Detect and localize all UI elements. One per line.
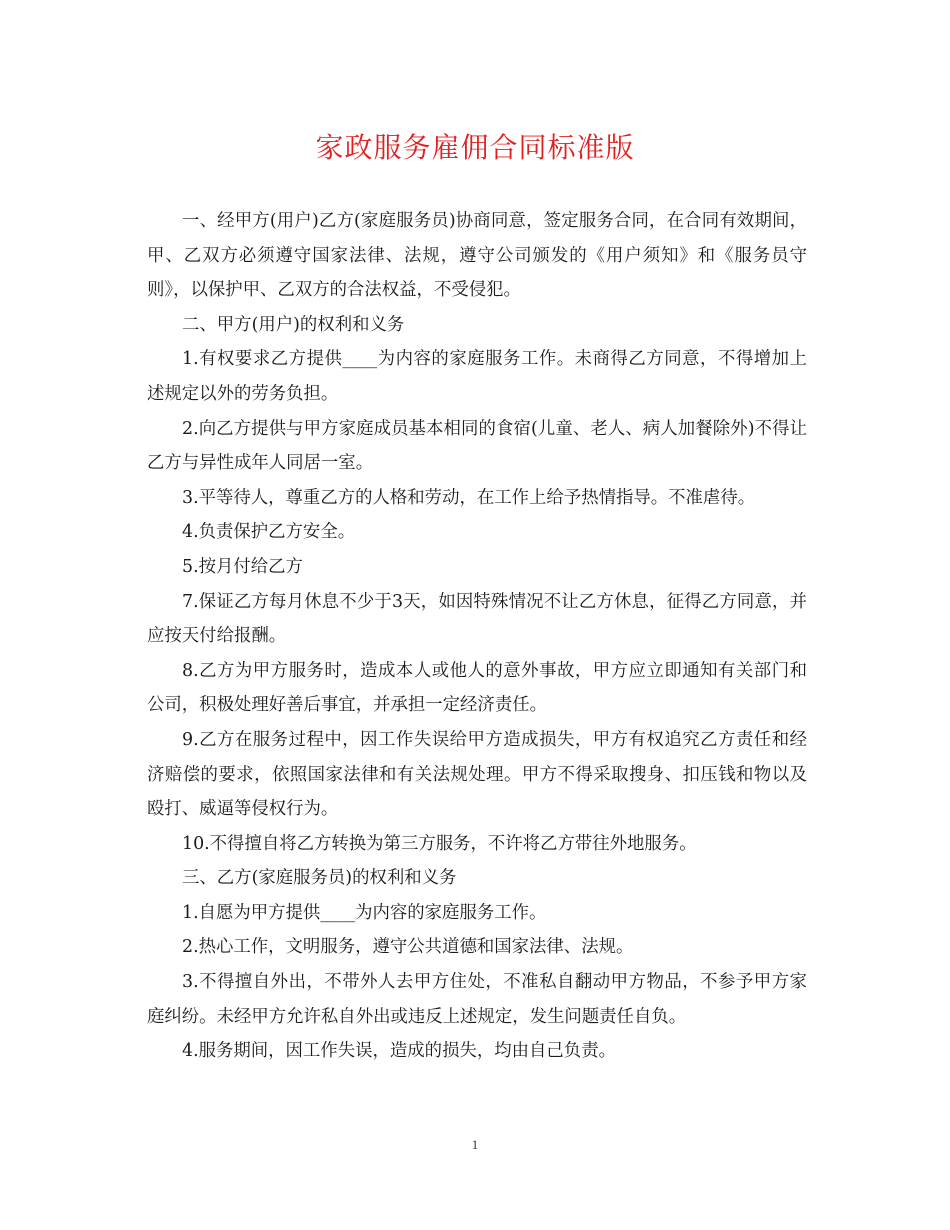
paragraph: 1.有权要求乙方提供____为内容的家庭服务工作。未商得乙方同意，不得增加上述规定以外的劳务负担。 (147, 349, 807, 404)
paragraph: 10.不得擅自将乙方转换为第三方服务，不许将乙方带往外地服务。 (182, 833, 697, 854)
paragraph: 2.热心工作，文明服务，遵守公共道德和国家法律、法规。 (182, 937, 634, 958)
section-heading: 二、甲方(用户)的权利和义务 (182, 314, 405, 335)
paragraph: 8.乙方为甲方服务时，造成本人或他人的意外事故，甲方应立即通知有关部门和公司，积极处理好善后事宜，并承担一定经济责任。 (147, 660, 807, 716)
paragraph: 1.自愿为甲方提供____为内容的家庭服务工作。 (182, 902, 547, 923)
page-number: 1 (471, 1137, 479, 1152)
document-title: 家政服务雇佣合同标准版 (315, 131, 635, 164)
paragraph: 9.乙方在服务过程中，因工作失误给甲方造成损失，甲方有权追究乙方责任和经济赔偿的要求，依照国家法律和有关法规处理。甲方不得采取搜身、扣压钱和物以及殴打、威逼等侵权行为。 (147, 729, 807, 820)
section-heading: 三、乙方(家庭服务员)的权利和义务 (182, 868, 457, 889)
paragraph: 4.负责保护乙方安全。 (182, 522, 356, 543)
paragraph: 3.不得擅自外出，不带外人去甲方住处，不准私自翻动甲方物品，不参予甲方家庭纠纷。未经甲方允许私自外出或违反上述规定，发生问题责任自负。 (147, 972, 807, 1027)
paragraph: 5.按月付给乙方 (182, 556, 303, 577)
document-body (147, 204, 807, 1069)
paragraph: 4.服务期间，因工作失误，造成的损失，均由自己负责。 (182, 1041, 616, 1062)
paragraph: 2.向乙方提供与甲方家庭成员基本相同的食宿(儿童、老人、病人加餐除外)不得让乙方与异性成年人同居一室。 (147, 418, 807, 474)
paragraph: 3.平等待人，尊重乙方的人格和劳动，在工作上给予热情指导。不准虐待。 (182, 487, 756, 508)
paragraph: 一、经甲方(用户)乙方(家庭服务员)协商同意，签定服务合同，在合同有效期间，甲、乙双方必须遵守国家法律、法规，遵守公司颁发的《用户须知》和《服务员守则》，以保护甲、乙双方的合法权益，不受侵犯。 (147, 211, 807, 301)
paragraph: 7.保证乙方每月休息不少于3天，如因特殊情况不让乙方休息，征得乙方同意，并应按天付给报酬。 (147, 591, 807, 647)
